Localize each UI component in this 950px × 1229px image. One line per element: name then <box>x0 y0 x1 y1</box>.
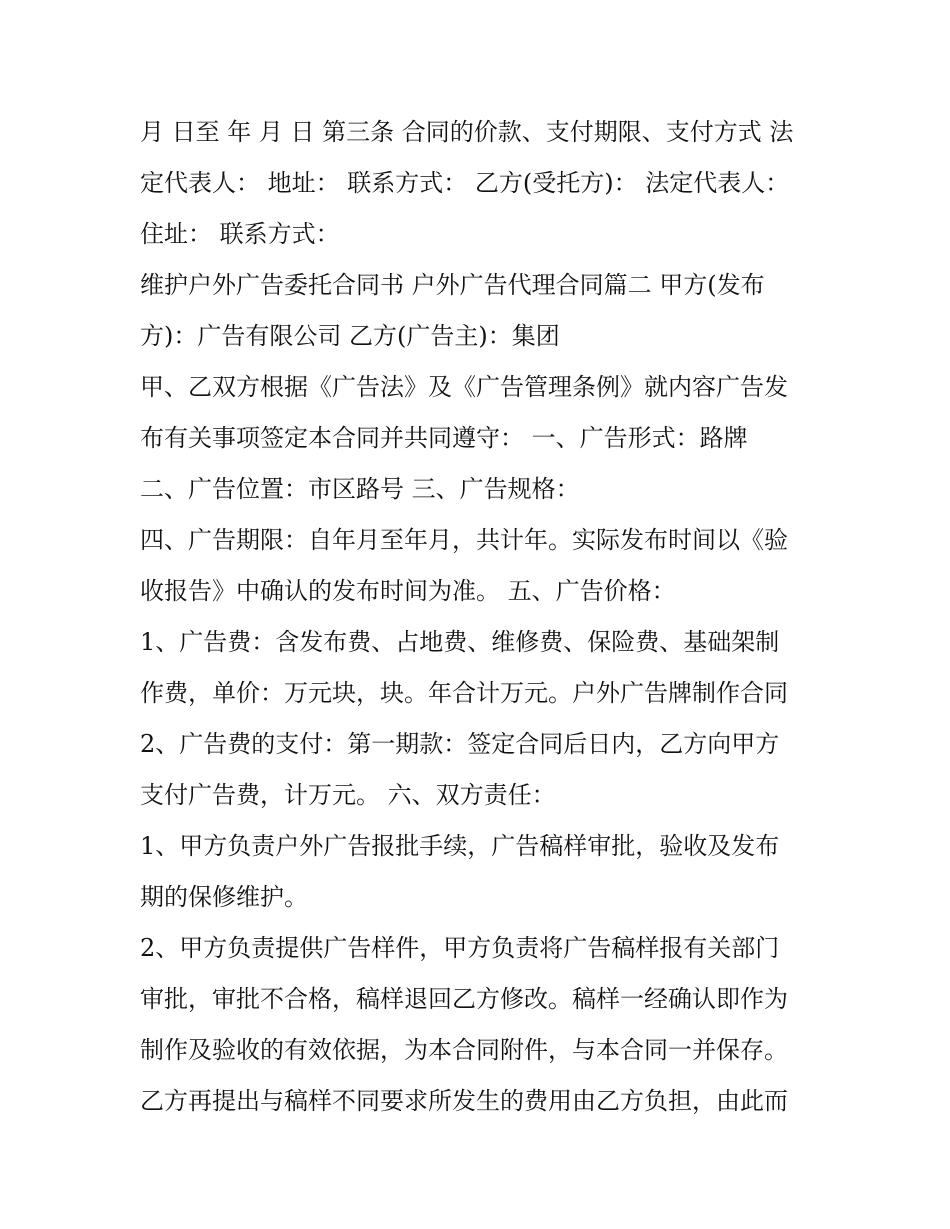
text-line: 住址： 联系方式： <box>140 220 340 248</box>
text-line: 布有关事项签定本合同并共同遵守： 一、广告形式：路牌 <box>140 424 748 452</box>
text-line: 二、广告位置：市区路号 三、广告规格： <box>140 475 580 503</box>
text-line: 作费，单价：万元块，块。年合计万元。户外广告牌制作合同 <box>140 679 788 707</box>
text-line: 方)：广告有限公司 乙方(广告主)：集团 <box>140 322 560 350</box>
text-line: 定代表人： 地址： 联系方式： 乙方(受托方)： 法定代表人： <box>140 169 790 197</box>
text-line: 四、广告期限：自年月至年月，共计年。实际发布时间以《验 <box>140 526 788 554</box>
text-line: 2、甲方负责提供广告样件，甲方负责将广告稿样报有关部门 <box>140 934 780 962</box>
text-line: 甲、乙双方根据《广告法》及《广告管理条例》就内容广告发 <box>140 373 788 401</box>
document-body <box>140 107 830 1127</box>
text-line: 支付广告费，计万元。 六、双方责任： <box>140 781 556 809</box>
text-line: 1、甲方负责户外广告报批手续，广告稿样审批，验收及发布 <box>140 832 780 860</box>
text-line: 乙方再提出与稿样不同要求所发生的费用由乙方负担，由此而 <box>140 1087 788 1115</box>
text-line: 1、广告费：含发布费、占地费、维修费、保险费、基础架制 <box>140 628 780 656</box>
text-line: 2、广告费的支付：第一期款：签定合同后日内，乙方向甲方 <box>140 730 780 758</box>
text-line: 审批，审批不合格，稿样退回乙方修改。稿样一经确认即作为 <box>140 985 788 1013</box>
text-line: 制作及验收的有效依据，为本合同附件，与本合同一并保存。 <box>140 1036 788 1064</box>
text-line: 收报告》中确认的发布时间为准。 五、广告价格： <box>140 577 676 605</box>
text-line: 月 日至 年 月 日 第三条 合同的价款、支付期限、支付方式 法 <box>140 118 794 146</box>
text-line: 维护户外广告委托合同书 户外广告代理合同篇二 甲方(发布 <box>140 271 765 299</box>
text-line: 期的保修维护。 <box>140 883 308 911</box>
